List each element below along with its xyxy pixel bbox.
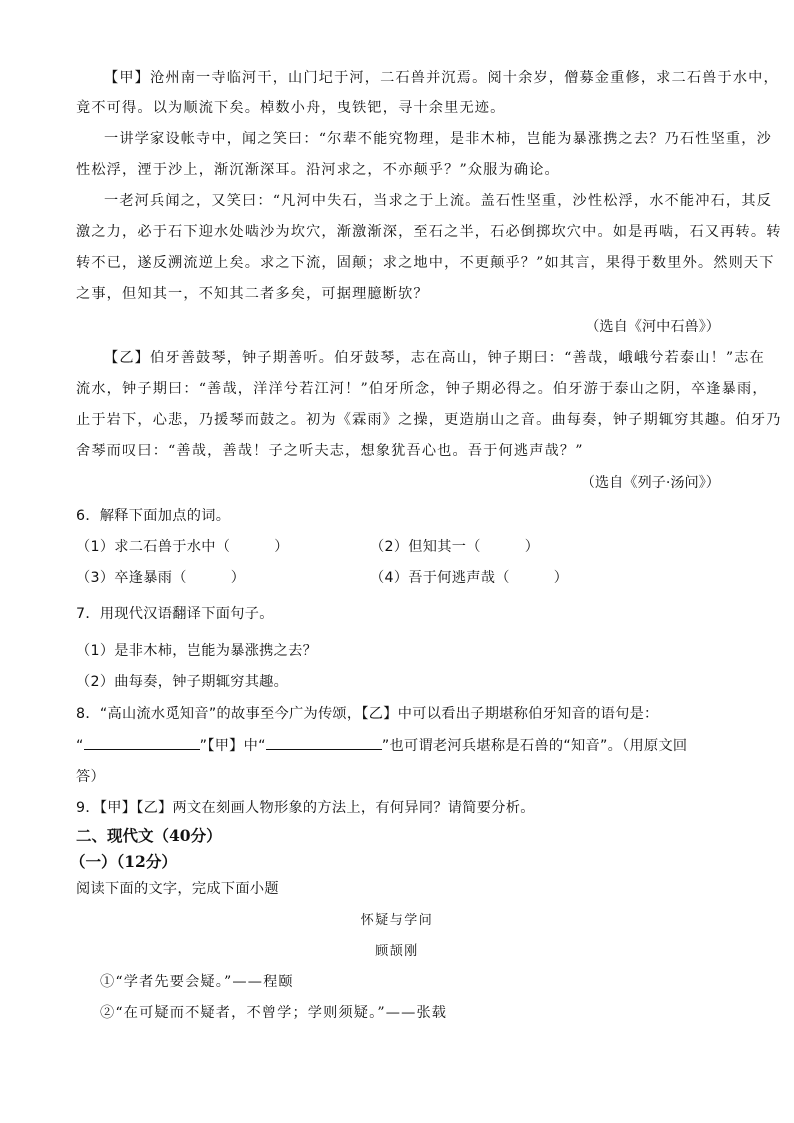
passage-yi-source: （选自《列子·汤问》）	[580, 475, 720, 491]
section2-sub: （一）（12分）	[70, 852, 177, 871]
passage-yi-line-3: 止于岩下，心悲，乃援琴而鼓之。初为《霖雨》之操，更造崩山之音。曲每奏，钟子期辄穷其趣。伯牙乃	[76, 412, 782, 428]
q8-line-1: 8．“高山流水觅知音”的故事至今广为传颂，【乙】中可以看出子期堪称伯牙知音的语句是：	[76, 706, 659, 722]
q8-answer-blank-1[interactable]	[84, 735, 200, 750]
q9-text: 9．【甲】【乙】两文在刻画人物形象的方法上，有何异同？请简要分析。	[76, 800, 535, 816]
passage-jia-line-5: 一老河兵闻之，又笑曰：“凡河中失石，当求之于上流。盖石性坚重，沙性松浮，水不能冲石，其反	[104, 193, 772, 209]
passage-jia-line-6: 激之力，必于石下迎水处啮沙为坎穴，渐激渐深，至石之半，石必倒掷坎穴中。如是再啮，石又再转。转	[76, 224, 782, 240]
passage-jia-line-8: 之事，但知其一，不知其二者多矣，可据理臆断欤？	[76, 286, 429, 302]
passage-yi-line-2: 流水，钟子期曰：“善哉，洋洋兮若江河！”伯牙所念，钟子期必得之。伯牙游于泰山之阴，卒逢暴雨，	[76, 381, 768, 397]
q7-title: 7．用现代汉语翻译下面句子。	[76, 606, 274, 622]
passage-yi-line-1: 【乙】伯牙善鼓琴，钟子期善听。伯牙鼓琴，志在高山，钟子期曰：“善哉，峨峨兮若泰山！”志在	[104, 350, 765, 366]
q6-item-4: （4）吾于何逃声哉（ ）	[370, 570, 569, 586]
passage-jia-line-3: 一讲学家设帐寺中，闻之笑曰：“尔辈不能究物理，是非木柿，岂能为暴涨携之去？乃石性坚重，沙	[104, 131, 772, 147]
q6-title: 6．解释下面加点的词。	[76, 508, 231, 524]
q6-item-3: （3）卒逢暴雨（ ）	[76, 570, 246, 586]
article-title: 怀疑与学问	[360, 913, 434, 928]
q8-line-3: 答）	[76, 769, 105, 785]
passage-yi-line-4: 舍琴而叹曰：“善哉，善哉！子之听夫志，想象犹吾心也。吾于何逃声哉？”	[76, 443, 584, 459]
article-quote-1: ①“学者先要会疑。”——程颐	[100, 974, 294, 990]
passage-jia-source: （选自《河中石兽》）	[585, 319, 720, 335]
q8-answer-blank-2[interactable]	[266, 735, 382, 750]
section2-title: 二、现代文（40分）	[76, 826, 222, 845]
q7-item-2: （2）曲每奏，钟子期辄穷其趣。	[76, 674, 289, 690]
passage-jia-line-2: 竟不可得。以为顺流下矣。棹数小舟，曳铁钯，寻十余里无迹。	[76, 100, 506, 116]
passage-jia-line-4: 性松浮，湮于沙上，渐沉渐深耳。沿河求之，不亦颠乎？”众服为确论。	[76, 162, 560, 178]
q7-item-1: （1）是非木柿，岂能为暴涨携之去？	[76, 643, 318, 659]
section2-instruction: 阅读下面的文字，完成下面小题	[76, 881, 279, 897]
q6-item-2: （2）但知其一（ ）	[370, 539, 540, 555]
article-quote-2: ②“在可疑而不疑者，不曾学；学则须疑。”——张载	[100, 1005, 448, 1021]
q8-line-2: “ ”【甲】中“ ”也可谓老河兵堪称是石兽的“知音”。（用原文回	[76, 735, 687, 755]
passage-jia-line-1: 【甲】沧州南一寺临河干，山门圮于河，二石兽并沉焉。阅十余岁，僧募金重修，求二石兽于水中，	[104, 70, 779, 86]
q6-item-1: （1）求二石兽于水中（ ）	[76, 539, 289, 555]
article-author: 顾颉刚	[375, 944, 419, 959]
passage-jia-line-7: 转不已，遂反溯流逆上矣。求之下流，固颠；求之地中，不更颠乎？”如其言，果得于数里外。然则天下	[76, 255, 775, 271]
